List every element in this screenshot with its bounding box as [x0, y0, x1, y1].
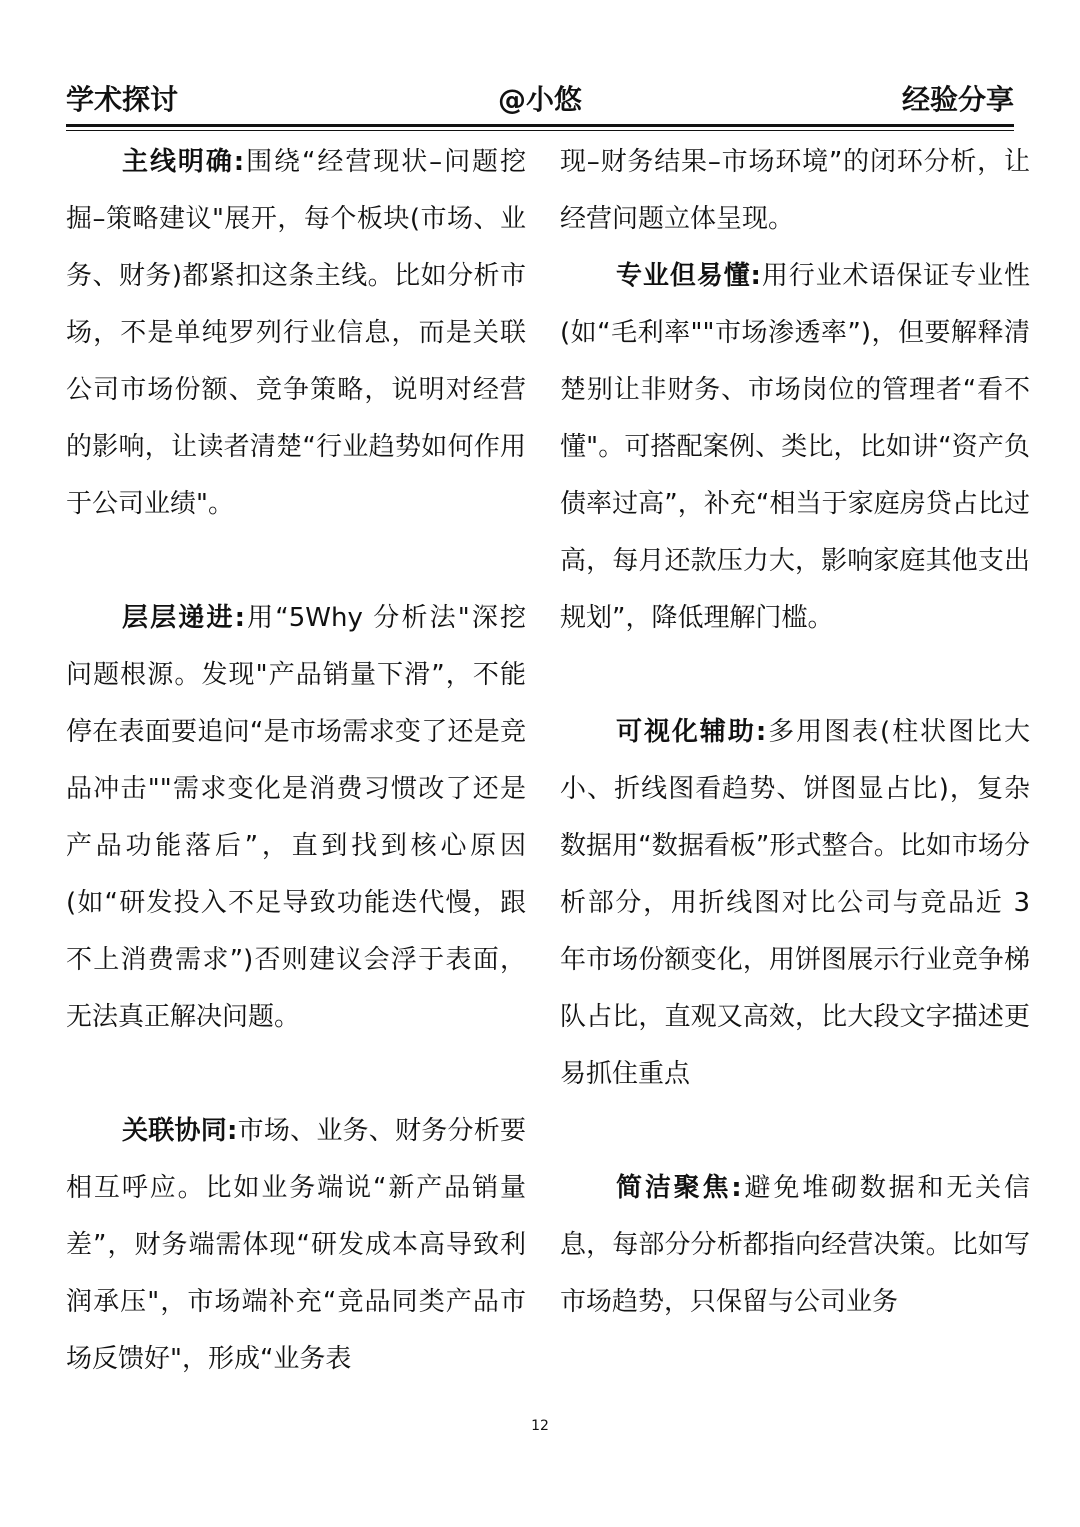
paragraph-body: 用行业术语保证专业性(如“毛利率""市场渗透率”)，但要解释清楚别让非财务、市场岗位的管理者“看不懂"。可搭配案例、类比，比如讲“资产负债率过高”，补充“相当于家庭房贷占比过高，每月还款压力大，影响家庭其他支出规划”，降低理解门槛。: [560, 261, 1030, 633]
paragraph-heading: 简洁聚焦:: [616, 1173, 742, 1203]
paragraph-heading: 层层递进:: [122, 603, 245, 633]
paragraph-heading: 专业但易懂:: [616, 261, 761, 291]
paragraph-heading: 可视化辅助:: [616, 717, 767, 747]
header-rule-thick: [66, 124, 1014, 127]
paragraph-linkage: [66, 1103, 526, 1388]
paragraph-body: 用“5Why 分析法"深挖问题根源。发现"产品销量下滑”，不能停在表面要追问“是市场需求变了还是竞品冲击""需求变化是消费习惯改了还是产品功能落后”，直到找到核心原因(如“研发投入不足导致功能迭代慢，跟不上消费需求”)否则建议会浮于表面，无法真正解决问题。: [66, 603, 526, 1032]
page-header: [66, 80, 1014, 120]
header-author: @小悠: [497, 83, 582, 116]
paragraph-concise: [560, 1160, 1030, 1331]
paragraph-continuation: [560, 134, 1030, 248]
right-column: [560, 134, 1030, 1331]
paragraph-heading: 主线明确:: [122, 147, 245, 177]
paragraph-body: 市场、业务、财务分析要相互呼应。比如业务端说“新产品销量差”，财务端需体现“研发成本高导致利润承压"，市场端补充“竞品同类产品市场反馈好"，形成“业务表: [66, 1116, 526, 1374]
paragraph-professional: [560, 248, 1030, 647]
paragraph-body: 多用图表(柱状图比大小、折线图看趋势、饼图显占比)，复杂数据用“数据看板”形式整合。比如市场分析部分，用折线图对比公司与竞品近 3 年市场份额变化，用饼图展示行业竞争梯队占比，直观又高效，比大段文字描述更易抓住重点: [560, 717, 1030, 1089]
paragraph-body: 围绕“经营现状–问题挖掘–策略建议"展开，每个板块(市场、业务、财务)都紧扣这条主线。比如分析市场，不是单纯罗列行业信息，而是关联公司市场份额、竞争策略，说明对经营的影响，让读者清楚“行业趋势如何作用于公司业绩"。: [66, 147, 526, 519]
header-left-label: 学术探讨: [66, 83, 179, 116]
left-column: [66, 134, 526, 1388]
header-right-label: 经验分享: [901, 83, 1014, 116]
paragraph-body: 避免堆砌数据和无关信息，每部分分析都指向经营决策。比如写市场趋势，只保留与公司业务: [560, 1173, 1030, 1317]
paragraph-heading: 关联协同:: [122, 1116, 238, 1146]
page-number: 12: [531, 1418, 549, 1434]
paragraph-visualization: [560, 704, 1030, 1103]
paragraph-body: 现–财务结果–市场环境”的闭环分析，让经营问题立体呈现。: [560, 147, 1030, 234]
header-rule-thin: [66, 130, 1014, 131]
paragraph-progressive: [66, 590, 526, 1046]
paragraph-main-line: [66, 134, 526, 533]
